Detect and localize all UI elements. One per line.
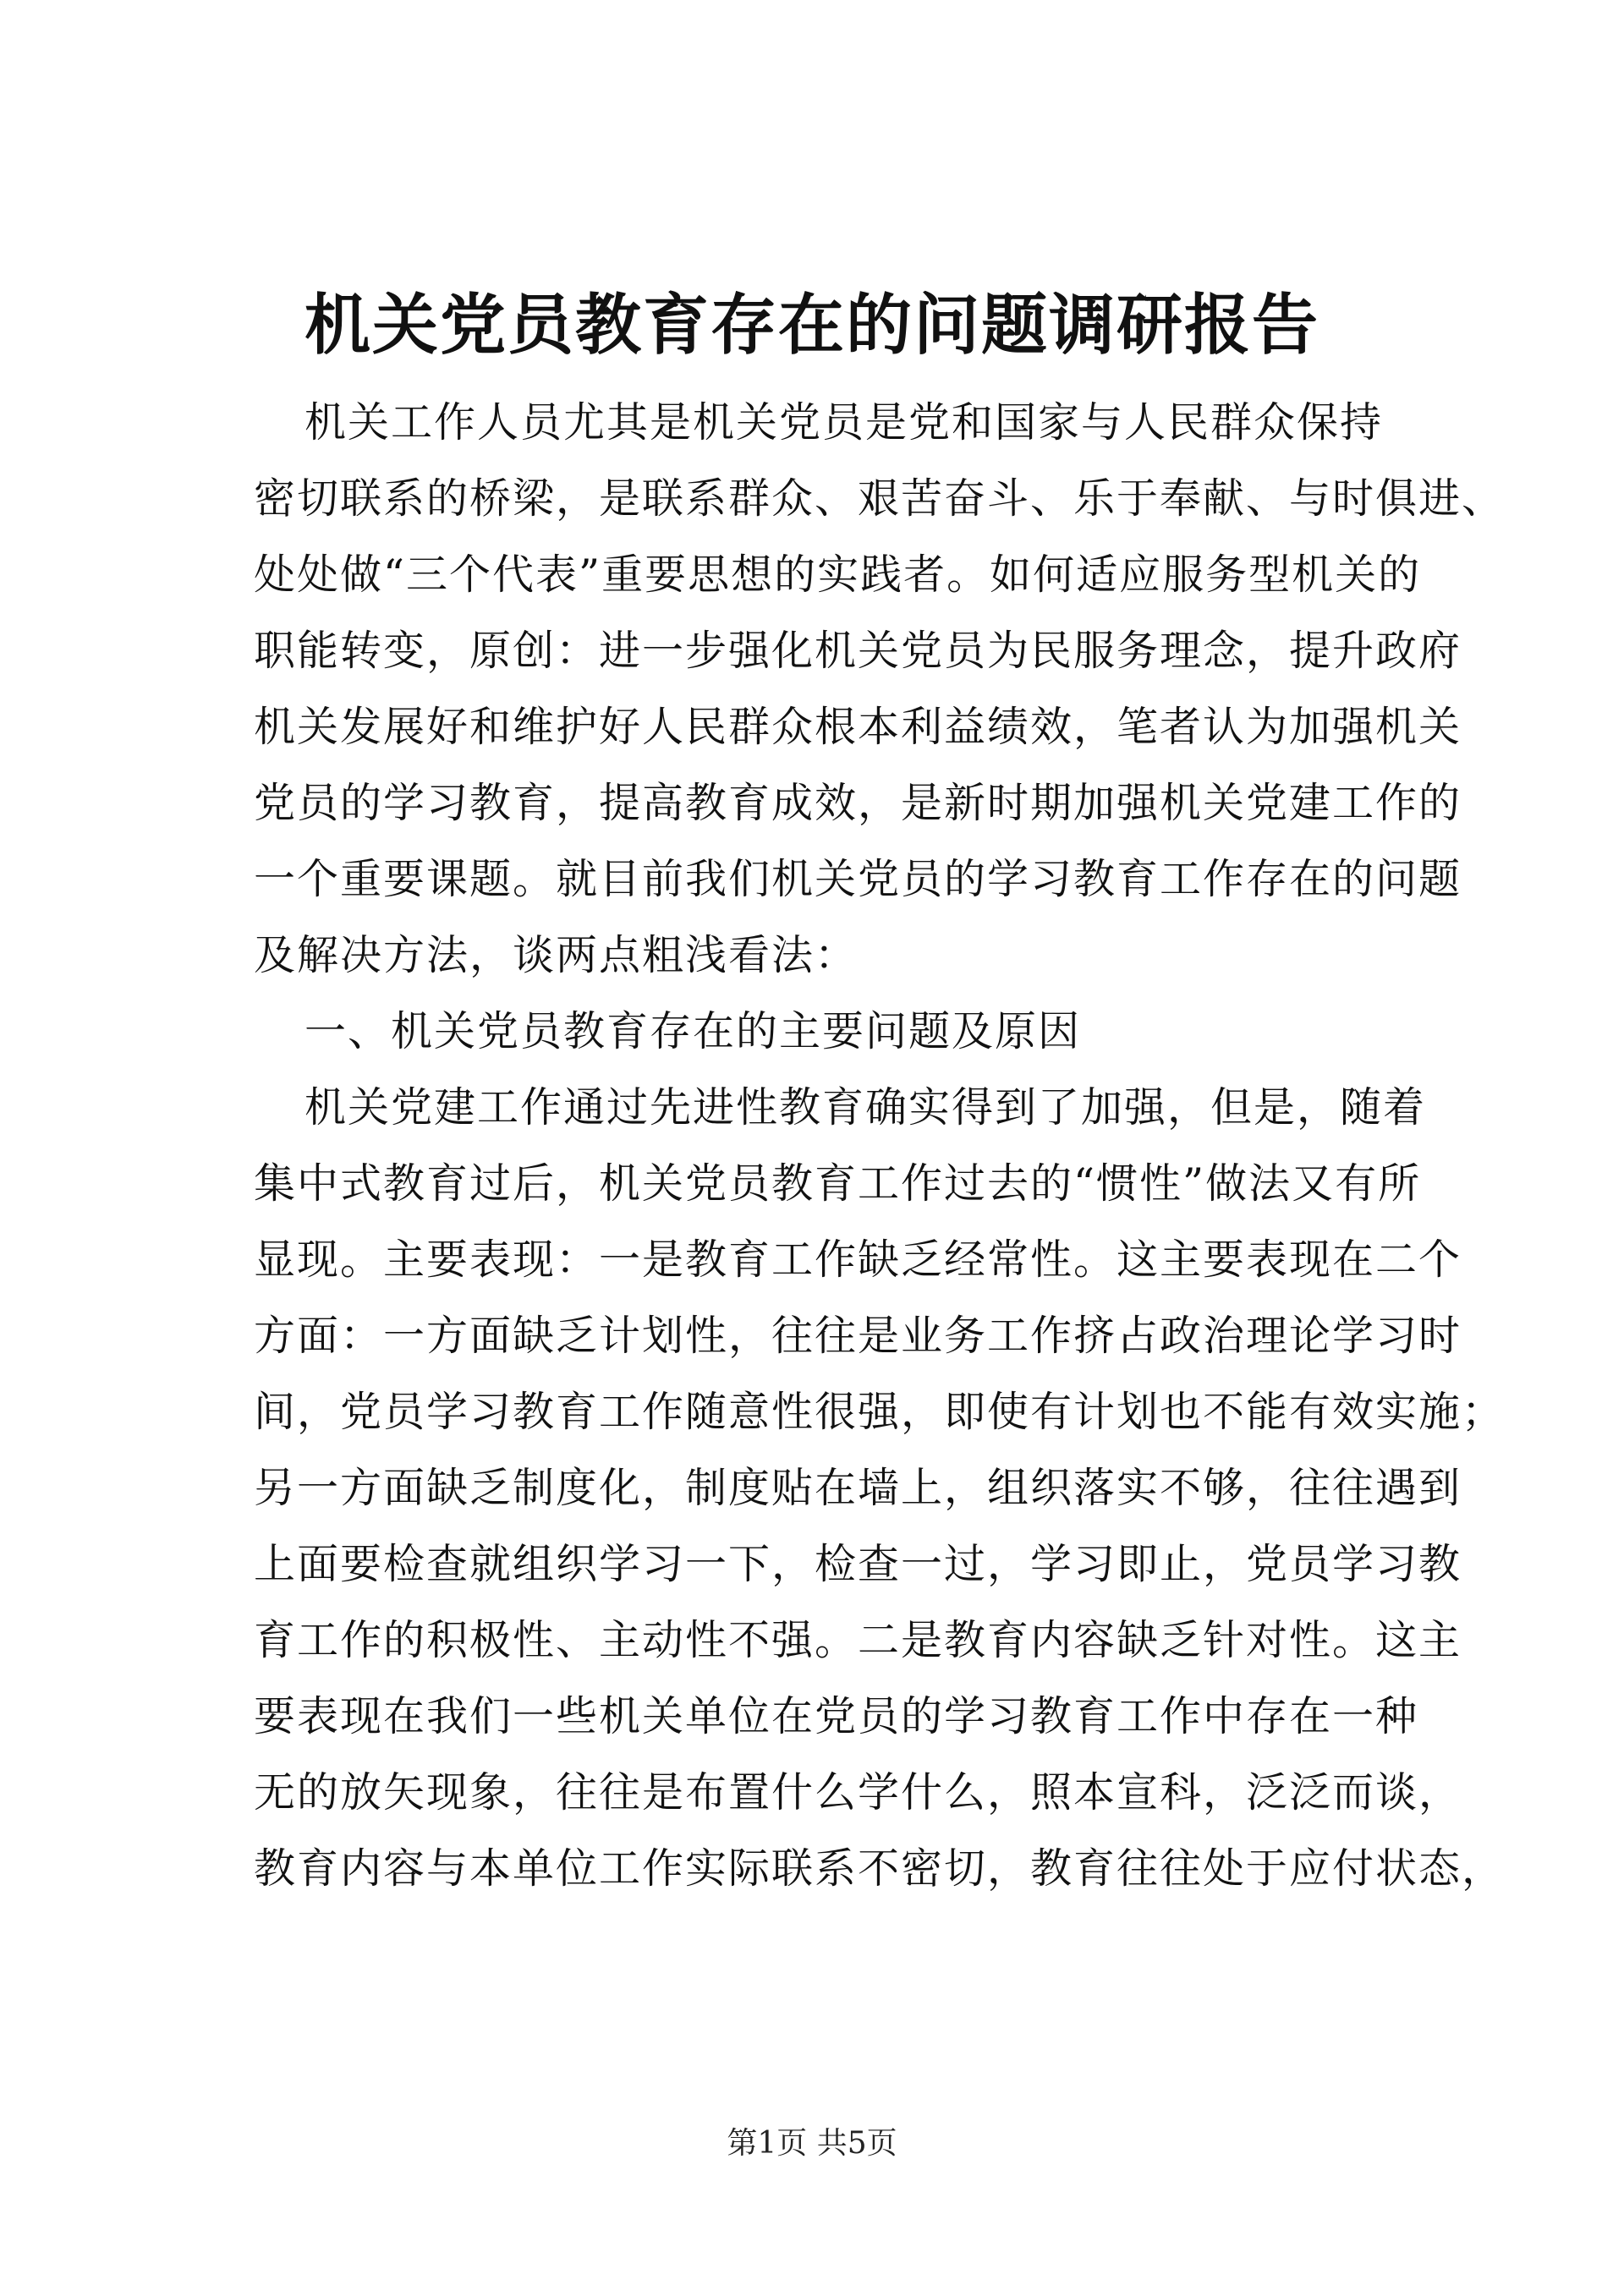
paragraph-line: 上面要检查就组织学习一下，检查一过，学习即止，党员学习教 <box>254 1540 1462 1588</box>
paragraph-line: 育工作的积极性、主动性不强。二是教育内容缺乏针对性。这主 <box>254 1616 1462 1664</box>
paragraph-line: 机关发展好和维护好人民群众根本利益绩效，笔者认为加强机关 <box>254 703 1462 751</box>
paragraph-line: 集中式教育过后，机关党员教育工作过去的“惯性”做法又有所 <box>254 1159 1422 1208</box>
paragraph-line: 另一方面缺乏制度化，制度贴在墙上，组织落实不够，往往遇到 <box>254 1464 1462 1512</box>
section-heading: 一、机关党员教育存在的主要问题及原因 <box>304 1007 1082 1055</box>
paragraph-line: 显现。主要表现：一是教育工作缺乏经常性。这主要表现在二个 <box>254 1236 1462 1284</box>
paragraph-line: 及解决方法，谈两点粗浅看法： <box>254 931 859 979</box>
paragraph-line: 党员的学习教育，提高教育成效，是新时期加强机关党建工作的 <box>254 779 1462 827</box>
paragraph-line: 教育内容与本单位工作实际联系不密切，教育往往处于应付状态， <box>254 1844 1506 1893</box>
paragraph-line: 机关工作人员尤其是机关党员是党和国家与人民群众保持 <box>304 398 1384 447</box>
paragraph-line: 一个重要课题。就目前我们机关党员的学习教育工作存在的问题 <box>254 855 1462 903</box>
paragraph-line: 处处做“三个代表”重要思想的实践者。如何适应服务型机关的 <box>254 551 1422 599</box>
page-footer: 第1页 共5页 <box>727 2126 897 2161</box>
paragraph-line: 职能转变，原创：进一步强化机关党员为民服务理念，提升政府 <box>254 627 1462 675</box>
paragraph-line: 密切联系的桥梁，是联系群众、艰苦奋斗、乐于奉献、与时俱进、 <box>254 474 1506 523</box>
paragraph-line: 要表现在我们一些机关单位在党员的学习教育工作中存在一种 <box>254 1692 1419 1740</box>
paragraph-line: 机关党建工作通过先进性教育确实得到了加强，但是，随着 <box>304 1083 1427 1132</box>
paragraph-line: 无的放矢现象，往往是布置什么学什么，照本宣科，泛泛而谈， <box>254 1768 1462 1817</box>
document-title: 机关党员教育存在的问题调研报告 <box>304 287 1320 364</box>
paragraph-line: 间，党员学习教育工作随意性很强，即使有计划也不能有效实施； <box>254 1388 1506 1436</box>
paragraph-line: 方面：一方面缺乏计划性，往往是业务工作挤占政治理论学习时 <box>254 1312 1462 1360</box>
